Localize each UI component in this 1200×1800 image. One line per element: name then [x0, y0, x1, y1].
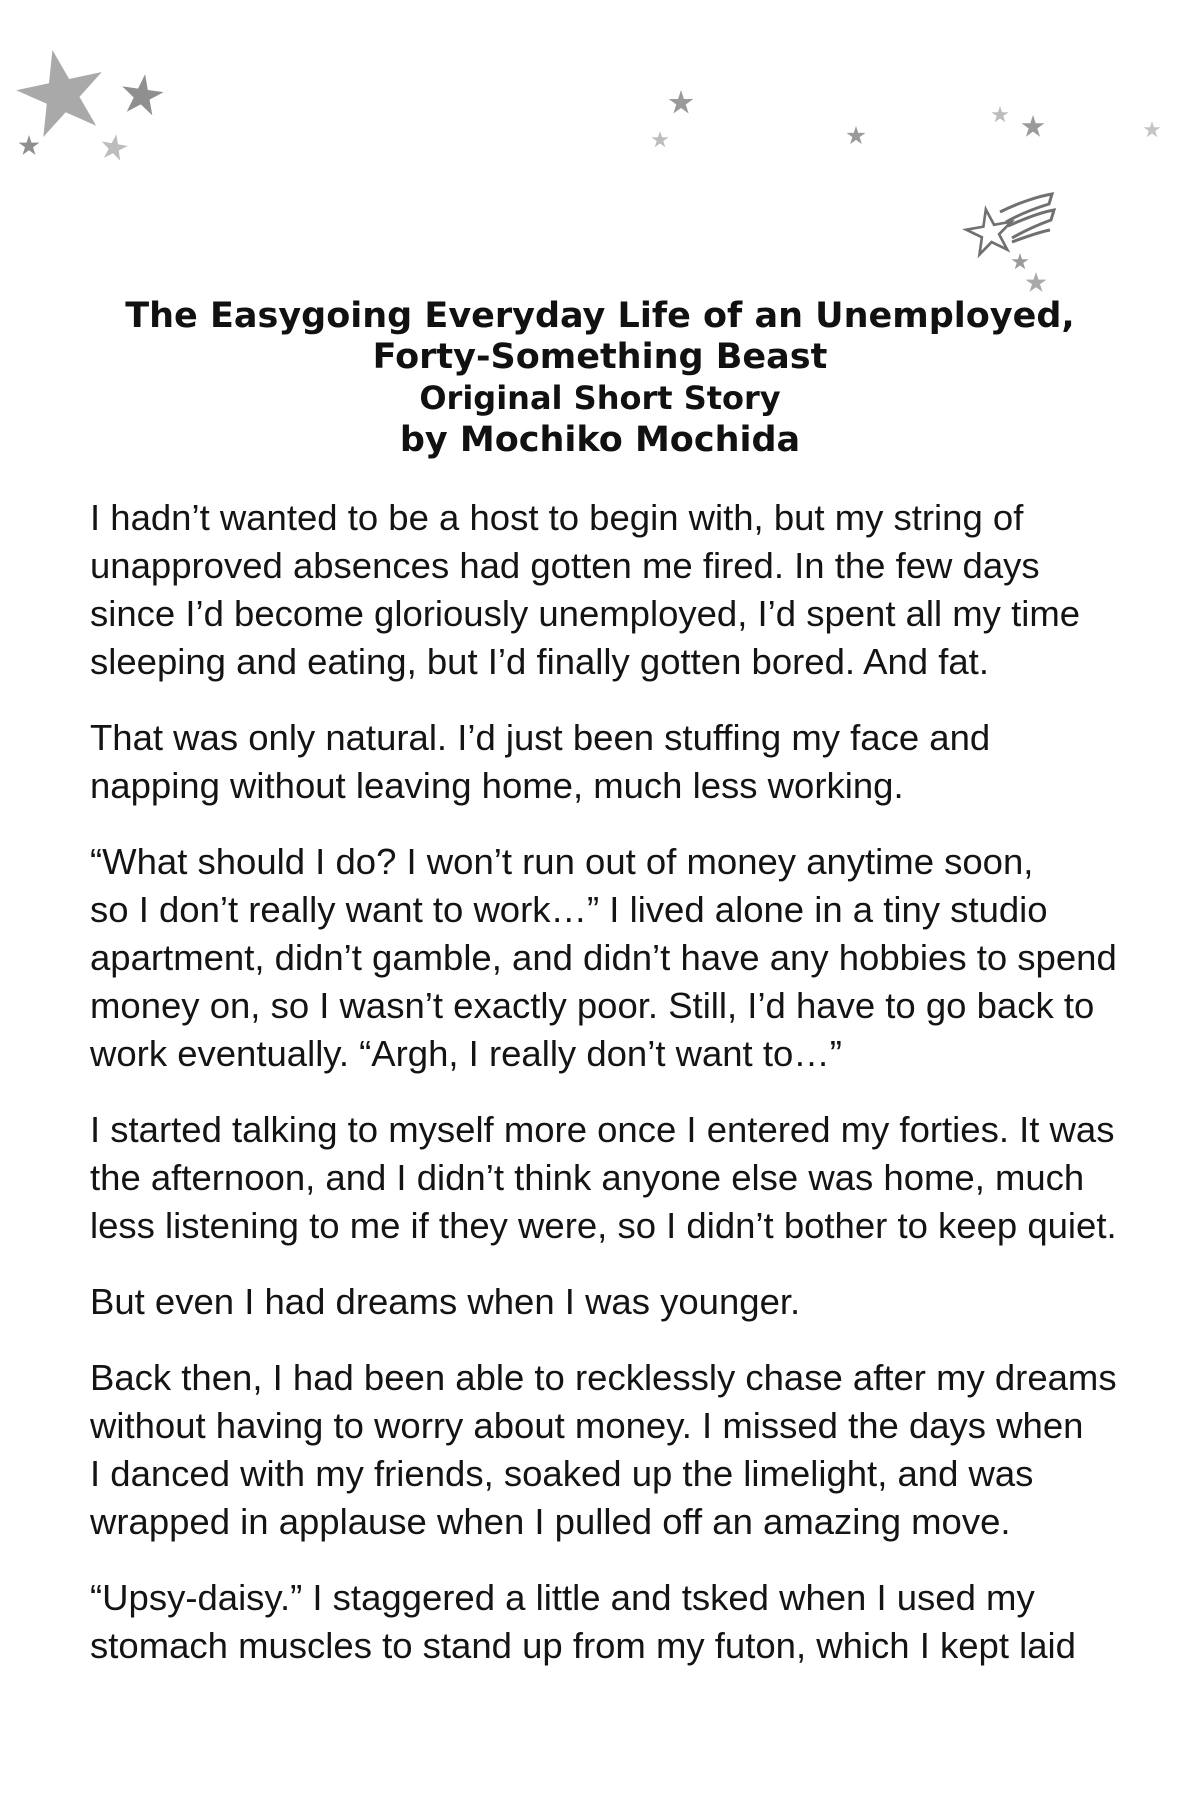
small-star-icon	[1143, 121, 1160, 137]
small-star-icon	[669, 90, 694, 114]
subtitle: Original Short Story	[419, 379, 781, 417]
story-paragraph: “Upsy-daisy.” I staggered a little and tsked when I used my stomach muscles to stand up from my futon, which I kept laid	[90, 1577, 1076, 1666]
story-paragraph: I started talking to myself more once I entered my forties. It was the afternoon, and I didn’t think anyone else was home, much less listening to me if they were, so I didn’t bother to keep quiet.	[90, 1109, 1117, 1246]
small-star-icon	[1022, 115, 1045, 137]
small-star-icon	[651, 131, 668, 147]
big-star-icon	[10, 41, 113, 141]
small-star-icon	[1011, 253, 1028, 269]
story-paragraph: “What should I do? I won’t run out of money anytime soon, so I don’t really want to work…” I lived alone in a tiny studio apartment, didn’t gamble, and didn’t have any hobbies to spend money on, so I wasn’t exactly poor. Still, I’d have to go back to work eventually. “Argh, I really don’t want to…”	[90, 841, 1117, 1074]
small-star-icon	[119, 71, 166, 116]
small-star-icon	[1026, 272, 1047, 292]
author-byline: by Mochiko Mochida	[399, 420, 801, 460]
small-star-icon	[19, 135, 40, 155]
story-paragraph: That was only natural. I’d just been stuffing my face and napping without leaving home, much less working.	[90, 717, 991, 806]
title-line-1: The Easygoing Everyday Life of an Unemployed,	[125, 296, 1075, 336]
small-star-icon	[846, 126, 865, 144]
title-line-2: Forty-Something Beast	[372, 337, 828, 377]
story-heading	[0, 296, 1200, 461]
small-star-icon	[99, 132, 130, 162]
story-paragraph: I hadn’t wanted to be a host to begin with, but my string of unapproved absences had gotten me fired. In the few days since I’d become gloriously unemployed, I’d spent all my time sleeping and eating, but I’d finally gotten bored. And fat.	[90, 497, 1081, 682]
story-body	[90, 494, 1130, 1698]
shooting-star-icon	[963, 194, 1054, 256]
star-decoration	[0, 0, 1200, 320]
story-paragraph: But even I had dreams when I was younger.	[90, 1281, 801, 1322]
small-star-icon	[991, 106, 1008, 122]
story-paragraph: Back then, I had been able to recklessly chase after my dreams without having to worry about money. I missed the days when I danced with my friends, soaked up the limelight, and was wrapped in applause when I pulled off an amazing move.	[90, 1357, 1117, 1542]
